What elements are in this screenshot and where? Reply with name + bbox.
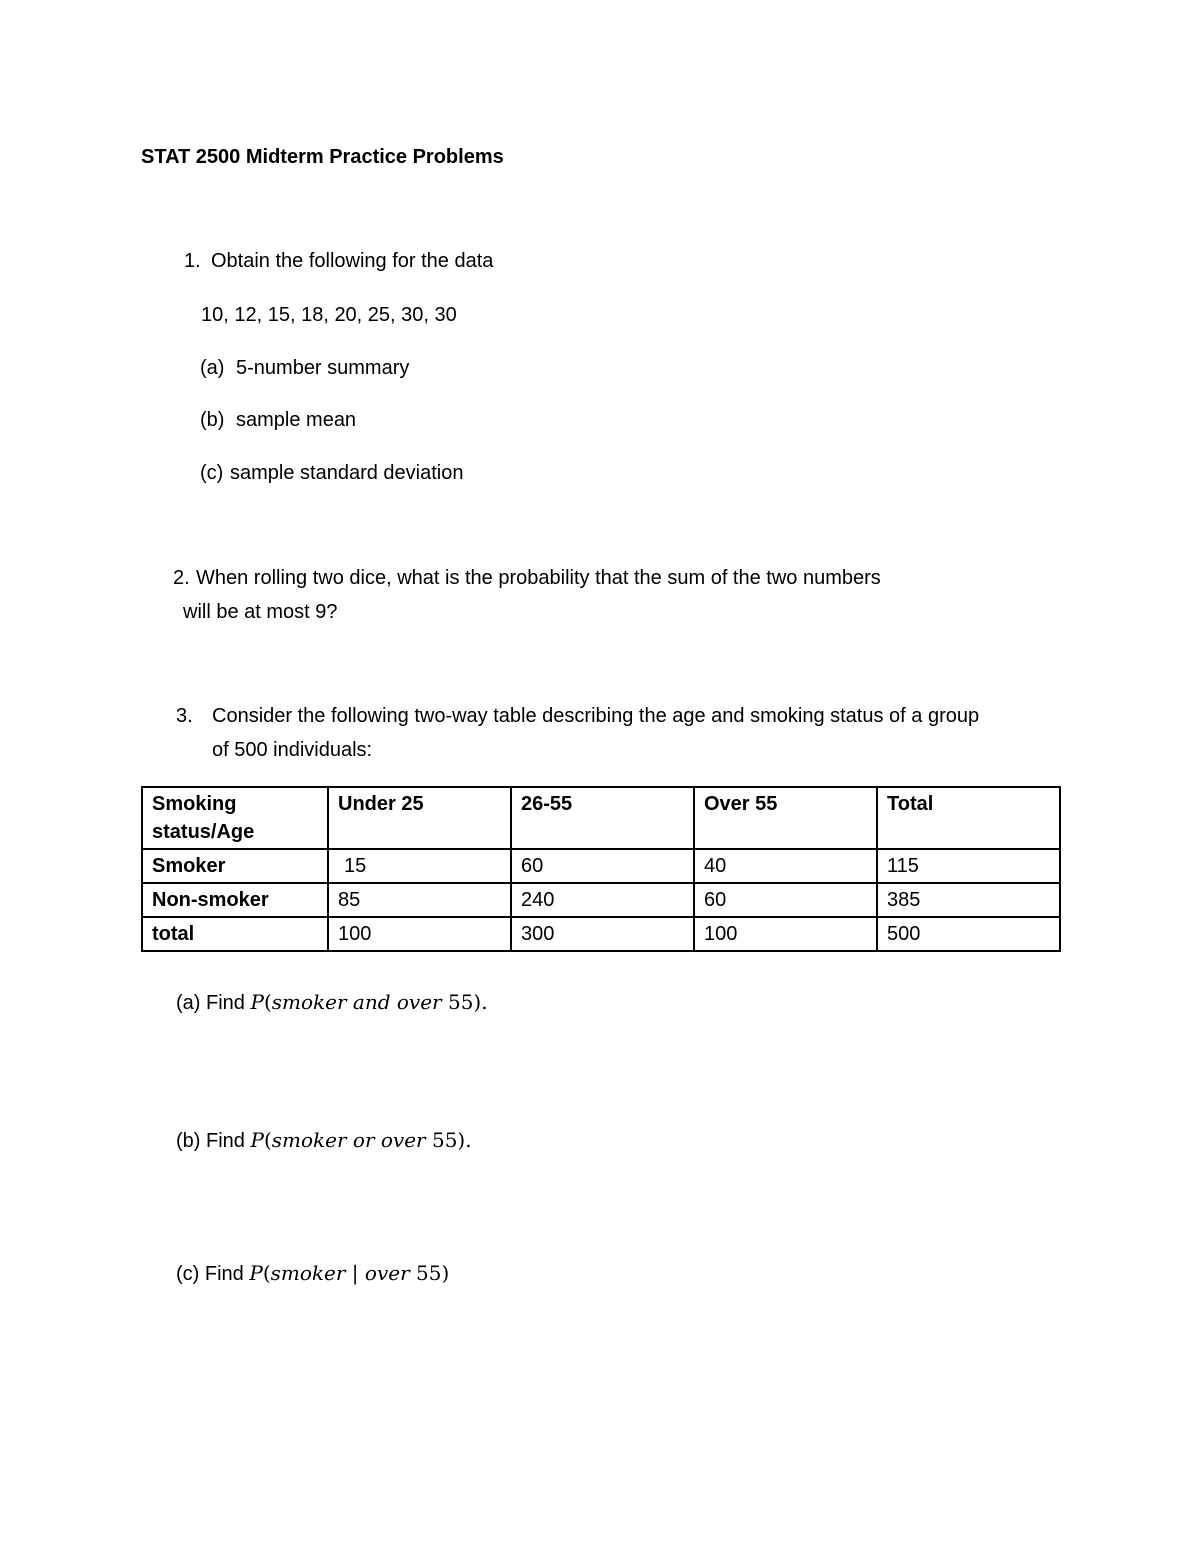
q3-part-b — [176, 1128, 472, 1153]
open-paren: ( — [263, 1128, 272, 1152]
q1-text: Obtain the following for the data — [211, 250, 494, 272]
table-cell: 40 — [694, 849, 877, 883]
q2-line1: When rolling two dice, what is the probability that the sum of the two numbers — [196, 567, 881, 589]
table-cell: 115 — [877, 849, 1060, 883]
table-header-cell: 26-55 — [511, 787, 694, 849]
table-header-cell: Over 55 — [694, 787, 877, 849]
table-cell: 385 — [877, 883, 1060, 917]
q1-part-c-text: sample standard deviation — [230, 462, 464, 484]
table-row — [142, 849, 1060, 883]
open-paren: ( — [262, 1261, 271, 1285]
q3-part-c-label: (c) — [176, 1263, 200, 1285]
q2-line2: will be at most 9? — [183, 601, 338, 623]
q1-part-b-text: sample mean — [236, 409, 357, 431]
table-cell: 85 — [328, 883, 511, 917]
table-header-cell: Total — [877, 787, 1060, 849]
q3-number: 3. — [176, 705, 193, 727]
table-row — [142, 917, 1060, 951]
q2-number: 2. — [173, 567, 190, 589]
prob-symbol: P — [249, 1261, 263, 1285]
q3-part-a-find: Find — [206, 992, 245, 1014]
given-bar: | — [351, 1261, 365, 1285]
q1-number: 1. — [184, 250, 201, 272]
q3-part-c-expression — [249, 1261, 449, 1285]
close-paren: ). — [473, 990, 488, 1014]
expr-number: 55 — [431, 1128, 458, 1152]
table-row-label: total — [142, 917, 328, 951]
q3-part-a-label: (a) — [176, 992, 201, 1014]
table-cell: 15 — [328, 849, 511, 883]
table-cell: 300 — [511, 917, 694, 951]
table-row-label: Non-smoker — [142, 883, 328, 917]
close-paren: ). — [457, 1128, 472, 1152]
table-cell: 60 — [694, 883, 877, 917]
table-cell: 60 — [511, 849, 694, 883]
q3-part-b-find: Find — [206, 1130, 245, 1152]
expr-body: smoker — [270, 1261, 352, 1285]
q3-part-a-expression — [250, 990, 487, 1014]
q1-data-values: 10, 12, 15, 18, 20, 25, 30, 30 — [201, 304, 457, 326]
prob-symbol: P — [250, 990, 264, 1014]
table-cell: 100 — [694, 917, 877, 951]
expr-body: smoker and over — [271, 990, 448, 1014]
q3-line2: of 500 individuals: — [212, 739, 373, 761]
prob-symbol: P — [250, 1128, 264, 1152]
q3-part-a — [176, 990, 488, 1015]
close-paren: ) — [441, 1261, 450, 1285]
q3-part-c-find: Find — [204, 1263, 244, 1285]
q1-part-b-label: (b) — [200, 409, 225, 431]
q1-part-c-label: (c) — [200, 462, 224, 484]
q1-part-a-text: 5-number summary — [236, 357, 410, 379]
open-paren: ( — [263, 990, 272, 1014]
table-header-cell: Smoking status/Age — [142, 787, 328, 849]
expr-body: smoker or over — [271, 1128, 432, 1152]
q3-part-b-expression — [250, 1128, 471, 1152]
q1-part-a-label: (a) — [200, 357, 225, 379]
q3-part-c — [176, 1261, 449, 1286]
document-title: STAT 2500 Midterm Practice Problems — [141, 146, 504, 168]
table-cell: 240 — [511, 883, 694, 917]
table-cell: 500 — [877, 917, 1060, 951]
smoking-age-table — [141, 786, 1061, 952]
expr-number: 55 — [447, 990, 474, 1014]
table-row — [142, 883, 1060, 917]
table-header-cell: Under 25 — [328, 787, 511, 849]
expr-number: 55 — [416, 1261, 442, 1285]
table-row-label: Smoker — [142, 849, 328, 883]
expr-body-2: over — [364, 1261, 416, 1285]
q3-part-b-label: (b) — [176, 1130, 201, 1152]
table-header-row — [142, 787, 1060, 849]
table-cell: 100 — [328, 917, 511, 951]
q3-line1: Consider the following two-way table describing the age and smoking status of a group — [212, 705, 980, 727]
